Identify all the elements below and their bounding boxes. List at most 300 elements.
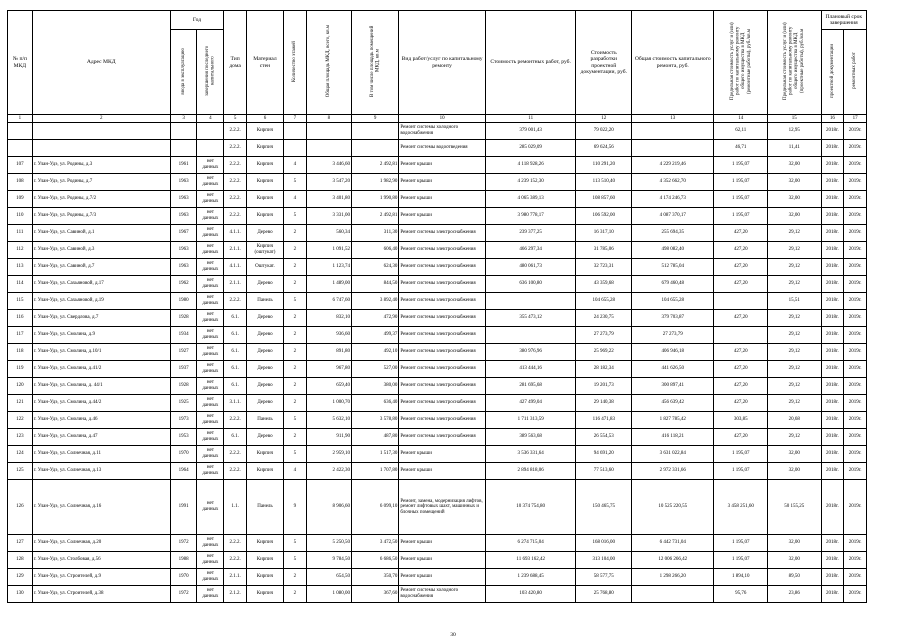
- cell-house-type: 3.1.1.: [224, 395, 247, 412]
- cell-total-area: 659,40: [306, 378, 351, 395]
- cell-limit-repair: 1 195,07: [714, 208, 768, 225]
- cell-address: г. Улан-Удэ, ул. Смолина, д. 44/1: [32, 378, 170, 395]
- cell-plan-design: 2018г.: [821, 225, 844, 242]
- cell-wall-material: Дерево: [246, 327, 283, 344]
- cell-wall-material: Кирпич: [246, 463, 283, 480]
- cell-wall-material: Кирпич (оштукат): [246, 242, 283, 259]
- cell-total-area: 3 401,80: [306, 191, 351, 208]
- cell-repair-cost: 466 297,34: [485, 242, 576, 259]
- cell-floors: 5: [284, 446, 307, 463]
- cell-design-cost: 31 785,06: [576, 242, 632, 259]
- col-header-plan-design-label: проектной документации: [829, 43, 835, 98]
- cell-work-type: Ремонт системы электроснабжения: [399, 225, 486, 242]
- cell-premises-area: 3 892,40: [351, 293, 398, 310]
- cell-work-type: Ремонт крыши: [399, 463, 486, 480]
- cell-year-last-repair: нет данных: [197, 157, 224, 174]
- cell-plan-works: 2019г.: [844, 480, 867, 535]
- cell-total-area: 9 784,50: [306, 552, 351, 569]
- cell-number: [8, 123, 33, 140]
- column-number: 16: [821, 115, 844, 123]
- cell-wall-material: Дерево: [246, 361, 283, 378]
- table-row: [8, 276, 867, 293]
- cell-year-built: 1962: [170, 276, 197, 293]
- cell-total-cost: 4 087 370,17: [632, 208, 714, 225]
- cell-premises-area: 606,40: [351, 242, 398, 259]
- table-row: [8, 569, 867, 586]
- column-number: 6: [246, 115, 283, 123]
- cell-wall-material: Дерево: [246, 429, 283, 446]
- cell-wall-material: Кирпич: [246, 569, 283, 586]
- cell-number: 125: [8, 463, 33, 480]
- cell-house-type: 2.2.2.: [224, 293, 247, 310]
- cell-number: 114: [8, 276, 33, 293]
- cell-repair-cost: 2 894 818,06: [485, 463, 576, 480]
- cell-year-built: 1928: [170, 378, 197, 395]
- cell-address: г. Улан-Удэ, ул. Свердлова, д.7: [32, 310, 170, 327]
- cell-design-cost: 24 230,75: [576, 310, 632, 327]
- cell-address: г. Улан-Удэ, ул. Родины, д.7/3: [32, 208, 170, 225]
- cell-number: 107: [8, 157, 33, 174]
- col-header-plan-group: Плановый срок завершения: [821, 11, 866, 30]
- cell-address: г. Улан-Удэ, ул. Смолина, д.44/2: [32, 395, 170, 412]
- cell-total-area: 2 959,10: [306, 446, 351, 463]
- cell-total-area: 5 632,10: [306, 412, 351, 429]
- cell-number: 108: [8, 174, 33, 191]
- cell-limit-design: 32,00: [768, 446, 822, 463]
- cell-floors: 5: [284, 208, 307, 225]
- cell-total-cost: 679 460,48: [632, 276, 714, 293]
- cell-plan-works: 2019г.: [844, 208, 867, 225]
- cell-wall-material: Панель: [246, 293, 283, 310]
- cell-year-last-repair: нет данных: [197, 327, 224, 344]
- page-number: 30: [450, 632, 456, 638]
- cell-plan-design: 2018г.: [821, 276, 844, 293]
- cell-work-type: Ремонт крыши: [399, 569, 486, 586]
- cell-limit-design: 32,00: [768, 552, 822, 569]
- cell-plan-design: 2018г.: [821, 535, 844, 552]
- cell-plan-works: 2019г.: [844, 242, 867, 259]
- cell-plan-works: 2019г.: [844, 225, 867, 242]
- cell-total-cost: 2 972 331,66: [632, 463, 714, 480]
- cell-year-built: 1963: [170, 208, 197, 225]
- cell-work-type: Ремонт системы электроснабжения: [399, 344, 486, 361]
- cell-floors: 2: [284, 242, 307, 259]
- cell-limit-repair: 1 894,10: [714, 569, 768, 586]
- cell-work-type: Ремонт крыши: [399, 446, 486, 463]
- cell-year-last-repair: нет данных: [197, 225, 224, 242]
- cell-premises-area: 527,00: [351, 361, 398, 378]
- cell-design-cost: 168 016,00: [576, 535, 632, 552]
- cell-total-area: 1 080,00: [306, 586, 351, 603]
- cell-address: г. Улан-Удэ, ул. Столбовая, д.56: [32, 552, 170, 569]
- column-number: 15: [768, 115, 822, 123]
- table-row: [8, 310, 867, 327]
- cell-plan-works: 2019г.: [844, 174, 867, 191]
- cell-wall-material: Кирпич: [246, 140, 283, 157]
- cell-floors: 2: [284, 378, 307, 395]
- cell-floors: 9: [284, 480, 307, 535]
- cell-limit-repair: 427,20: [714, 395, 768, 412]
- cell-year-built: 1963: [170, 174, 197, 191]
- cell-work-type: Ремонт системы электроснабжения: [399, 395, 486, 412]
- cell-year-built: 1970: [170, 569, 197, 586]
- cell-work-type: Ремонт крыши: [399, 174, 486, 191]
- cell-plan-works: 2019г.: [844, 569, 867, 586]
- cell-limit-design: 29,12: [768, 310, 822, 327]
- cell-limit-repair: 1 195,07: [714, 535, 768, 552]
- cell-limit-design: 29,12: [768, 242, 822, 259]
- table-row: [8, 446, 867, 463]
- cell-year-last-repair: нет данных: [197, 463, 224, 480]
- cell-limit-design: 20,68: [768, 412, 822, 429]
- cell-total-area: 1 000,70: [306, 395, 351, 412]
- cell-year-built: 1961: [170, 157, 197, 174]
- col-header-total-area: [306, 11, 351, 115]
- cell-limit-design: 11,41: [768, 140, 822, 157]
- cell-plan-works: 2019г.: [844, 395, 867, 412]
- table-row: [8, 208, 867, 225]
- cell-plan-works: 2019г.: [844, 293, 867, 310]
- cell-repair-cost: 6 274 715,04: [485, 535, 576, 552]
- cell-design-cost: 29 140,38: [576, 395, 632, 412]
- cell-design-cost: 150 465,75: [576, 480, 632, 535]
- cell-total-cost: 406 946,18: [632, 344, 714, 361]
- table-row: [8, 552, 867, 569]
- cell-limit-repair: 1 195,07: [714, 174, 768, 191]
- cell-house-type: 1.1.: [224, 480, 247, 535]
- cell-house-type: 2.2.2.: [224, 174, 247, 191]
- cell-plan-design: 2018г.: [821, 412, 844, 429]
- col-header-total-area-label: Общая площадь МКД, всего, кв.м: [326, 25, 332, 98]
- cell-year-last-repair: нет данных: [197, 361, 224, 378]
- cell-limit-repair: 427,20: [714, 242, 768, 259]
- cell-total-area: 911,90: [306, 429, 351, 446]
- cell-work-type: Ремонт системы электроснабжения: [399, 429, 486, 446]
- cell-number: 130: [8, 586, 33, 603]
- cell-repair-cost: [485, 293, 576, 310]
- cell-house-type: 2.2.2.: [224, 191, 247, 208]
- cell-premises-area: 311,30: [351, 225, 398, 242]
- cell-plan-design: 2018г.: [821, 378, 844, 395]
- table-row: [8, 463, 867, 480]
- cell-year-built: 1970: [170, 446, 197, 463]
- table-row: [8, 361, 867, 378]
- cell-year-last-repair: нет данных: [197, 429, 224, 446]
- col-header-year-last-repair: [197, 30, 224, 115]
- cell-design-cost: 25 768,80: [576, 586, 632, 603]
- cell-total-cost: 12 006 266,42: [632, 552, 714, 569]
- cell-total-area: 3 547,20: [306, 174, 351, 191]
- col-header-design-cost: Стоимость разработки проектной документации, руб.: [576, 11, 632, 115]
- cell-limit-design: 29,12: [768, 361, 822, 378]
- cell-wall-material: Панель: [246, 480, 283, 535]
- cell-work-type: Ремонт системы электроснабжения: [399, 412, 486, 429]
- cell-repair-cost: 1 711 313,59: [485, 412, 576, 429]
- col-header-plan-works-label: ремонтных работ: [852, 52, 858, 90]
- cell-premises-area: 350,70: [351, 569, 398, 586]
- cell-wall-material: Оштукат.: [246, 259, 283, 276]
- cell-plan-design: 2018г.: [821, 586, 844, 603]
- cell-limit-design: 32,00: [768, 208, 822, 225]
- column-number: 8: [306, 115, 351, 123]
- cell-limit-design: 32,00: [768, 535, 822, 552]
- cell-limit-repair: 46,71: [714, 140, 768, 157]
- cell-house-type: 2.1.2.: [224, 586, 247, 603]
- cell-year-built: 1964: [170, 463, 197, 480]
- cell-total-area: 891,80: [306, 344, 351, 361]
- cell-address: г. Улан-Удэ, ул. Строителей, д.9: [32, 569, 170, 586]
- cell-plan-design: 2018г.: [821, 429, 844, 446]
- table-row: [8, 259, 867, 276]
- col-header-floors: [284, 11, 307, 115]
- cell-total-cost: [632, 140, 714, 157]
- cell-number: 127: [8, 535, 33, 552]
- cell-floors: 5: [284, 535, 307, 552]
- cell-floors: 2: [284, 395, 307, 412]
- cell-year-built: [170, 140, 197, 157]
- cell-repair-cost: 380 976,96: [485, 344, 576, 361]
- cell-repair-cost: 427 499,04: [485, 395, 576, 412]
- cell-plan-design: 2018г.: [821, 259, 844, 276]
- cell-floors: 4: [284, 191, 307, 208]
- cell-limit-design: 23,86: [768, 586, 822, 603]
- cell-limit-repair: 1 195,07: [714, 446, 768, 463]
- cell-year-built: 1963: [170, 191, 197, 208]
- cell-year-last-repair: нет данных: [197, 446, 224, 463]
- cell-year-last-repair: нет данных: [197, 344, 224, 361]
- cell-repair-cost: 636 100,80: [485, 276, 576, 293]
- table-row: [8, 429, 867, 446]
- cell-premises-area: 3 578,80: [351, 412, 398, 429]
- cell-address: г. Улан-Удэ, ул. Сахьяновой, д.17: [32, 276, 170, 293]
- cell-limit-design: 29,12: [768, 395, 822, 412]
- cell-plan-design: 2018г.: [821, 463, 844, 480]
- cell-address: г. Улан-Удэ, ул. Солнечная, д.11: [32, 446, 170, 463]
- cell-work-type: Ремонт крыши: [399, 535, 486, 552]
- cell-design-cost: 43 359,68: [576, 276, 632, 293]
- cell-number: 122: [8, 412, 33, 429]
- cell-premises-area: 499,37: [351, 327, 398, 344]
- cell-plan-works: 2019г.: [844, 310, 867, 327]
- cell-work-type: Ремонт крыши: [399, 191, 486, 208]
- cell-limit-design: 32,00: [768, 157, 822, 174]
- cell-premises-area: 487,80: [351, 429, 398, 446]
- cell-limit-design: 29,12: [768, 276, 822, 293]
- table-row: [8, 378, 867, 395]
- cell-work-type: Ремонт системы холодного водоснабжения: [399, 123, 486, 140]
- cell-design-cost: 58 577,75: [576, 569, 632, 586]
- table-row: [8, 157, 867, 174]
- cell-year-built: 1953: [170, 429, 197, 446]
- cell-number: 110: [8, 208, 33, 225]
- cell-premises-area: [351, 123, 398, 140]
- table-row: [8, 535, 867, 552]
- cell-number: 115: [8, 293, 33, 310]
- col-header-year-last-repair-label: завершения последнего капитального: [204, 45, 216, 96]
- table-row: [8, 123, 867, 140]
- cell-design-cost: 25 969,22: [576, 344, 632, 361]
- cell-house-type: 6.1.: [224, 361, 247, 378]
- cell-total-cost: 27 273,79: [632, 327, 714, 344]
- cell-work-type: Ремонт крыши: [399, 552, 486, 569]
- cell-number: 128: [8, 552, 33, 569]
- cell-floors: 5: [284, 174, 307, 191]
- column-number: 10: [399, 115, 486, 123]
- cell-wall-material: Кирпич: [246, 174, 283, 191]
- cell-premises-area: 6 686,50: [351, 552, 398, 569]
- cell-premises-area: 624,30: [351, 259, 398, 276]
- cell-address: г. Улан-Удэ, ул. Солнечная, д.20: [32, 535, 170, 552]
- cell-year-built: 1972: [170, 586, 197, 603]
- cell-premises-area: 844,50: [351, 276, 398, 293]
- cell-total-area: 967,80: [306, 361, 351, 378]
- cell-number: 112: [8, 242, 33, 259]
- column-number: 11: [485, 115, 576, 123]
- cell-address: г. Улан-Удэ, ул. Родины, д.3: [32, 157, 170, 174]
- cell-total-area: 832,10: [306, 310, 351, 327]
- cell-house-type: 2.2.2.: [224, 552, 247, 569]
- cell-year-last-repair: нет данных: [197, 552, 224, 569]
- cell-year-built: 1973: [170, 412, 197, 429]
- cell-limit-repair: 3 458 251,60: [714, 480, 768, 535]
- cell-repair-cost: 379 001,43: [485, 123, 576, 140]
- cell-total-cost: [632, 586, 714, 603]
- cell-total-cost: 512 785,04: [632, 259, 714, 276]
- col-header-year-built: [170, 30, 197, 115]
- cell-plan-works: 2019г.: [844, 276, 867, 293]
- cell-repair-cost: 3 536 331,64: [485, 446, 576, 463]
- cell-limit-repair: 1 195,07: [714, 463, 768, 480]
- cell-plan-design: 2018г.: [821, 293, 844, 310]
- column-number: 5: [224, 115, 247, 123]
- cell-wall-material: Кирпич: [246, 446, 283, 463]
- cell-premises-area: 636,40: [351, 395, 398, 412]
- cell-address: г. Улан-Удэ, ул. Савиной, д.1: [32, 225, 170, 242]
- column-number: 17: [844, 115, 867, 123]
- cell-total-area: 1 123,74: [306, 259, 351, 276]
- cell-repair-cost: 355 473,12: [485, 310, 576, 327]
- cell-work-type: Ремонт системы электроснабжения: [399, 293, 486, 310]
- cell-plan-design: 2018г.: [821, 552, 844, 569]
- cell-total-area: [306, 123, 351, 140]
- cell-year-built: 1991: [170, 480, 197, 535]
- cell-total-area: 8 906,60: [306, 480, 351, 535]
- cell-wall-material: Панель: [246, 412, 283, 429]
- cell-plan-design: 2018г.: [821, 480, 844, 535]
- cell-premises-area: 2 492,81: [351, 157, 398, 174]
- cell-plan-works: 2019г.: [844, 535, 867, 552]
- table-body: [8, 123, 867, 603]
- cell-year-built: 1937: [170, 361, 197, 378]
- cell-plan-design: 2018г.: [821, 569, 844, 586]
- cell-year-last-repair: нет данных: [197, 412, 224, 429]
- cell-work-type: Ремонт системы электроснабжения: [399, 378, 486, 395]
- cell-repair-cost: 1 239 688,45: [485, 569, 576, 586]
- cell-wall-material: Дерево: [246, 344, 283, 361]
- cell-plan-works: 2019г.: [844, 429, 867, 446]
- cell-year-built: 1967: [170, 225, 197, 242]
- cell-plan-works: 2019г.: [844, 586, 867, 603]
- cell-number: 123: [8, 429, 33, 446]
- cell-design-cost: 77 513,60: [576, 463, 632, 480]
- cell-limit-design: 29,12: [768, 327, 822, 344]
- cell-house-type: 2.1.1.: [224, 569, 247, 586]
- cell-premises-area: 367,60: [351, 586, 398, 603]
- cell-plan-works: 2019г.: [844, 552, 867, 569]
- cell-limit-design: 12,95: [768, 123, 822, 140]
- cell-total-cost: 4 229 219,46: [632, 157, 714, 174]
- cell-design-cost: 19 201,73: [576, 378, 632, 395]
- cell-premises-area: 1 707,80: [351, 463, 398, 480]
- column-number: 7: [284, 115, 307, 123]
- col-header-repair-cost: Стоимость ремонтных работ, руб.: [485, 11, 576, 115]
- cell-limit-repair: 427,20: [714, 225, 768, 242]
- cell-year-built: [170, 123, 197, 140]
- col-header-work-type: Вид работ/услуг по капитальному ремонту: [399, 11, 486, 115]
- cell-address: [32, 140, 170, 157]
- cell-plan-design: 2018г.: [821, 395, 844, 412]
- cell-total-area: 936,60: [306, 327, 351, 344]
- table-row: [8, 140, 867, 157]
- table-row: [8, 174, 867, 191]
- cell-house-type: 4.1.1.: [224, 259, 247, 276]
- cell-design-cost: 79 022,20: [576, 123, 632, 140]
- cell-year-last-repair: нет данных: [197, 535, 224, 552]
- cell-total-area: 654,50: [306, 569, 351, 586]
- cell-plan-design: 2018г.: [821, 310, 844, 327]
- cell-design-cost: 113 510,40: [576, 174, 632, 191]
- cell-floors: 2: [284, 344, 307, 361]
- cell-number: 126: [8, 480, 33, 535]
- column-number: 13: [632, 115, 714, 123]
- cell-floors: 2: [284, 259, 307, 276]
- cell-floors: 2: [284, 276, 307, 293]
- col-header-limit-repair-label: Предельная стоимость услуг и (или) работ по капитальному ремонту общего имущества в МКД (ремонтные работы), руб./кв.м: [729, 22, 752, 101]
- cell-limit-design: 32,00: [768, 463, 822, 480]
- cell-year-built: 1934: [170, 327, 197, 344]
- col-header-number: № п/п МКД: [8, 11, 33, 115]
- cell-plan-design: 2018г.: [821, 208, 844, 225]
- cell-floors: 5: [284, 293, 307, 310]
- cell-address: г. Улан-Удэ, ул. Солнечная, д.16: [32, 480, 170, 535]
- cell-floors: 4: [284, 157, 307, 174]
- cell-premises-area: 380,00: [351, 378, 398, 395]
- cell-repair-cost: 389 563,68: [485, 429, 576, 446]
- cell-address: г. Улан-Удэ, ул. Родины, д.7/2: [32, 191, 170, 208]
- column-number: 1: [8, 115, 33, 123]
- col-header-total-cost: Общая стоимость капитального ремонта, руб.: [632, 11, 714, 115]
- cell-year-last-repair: нет данных: [197, 208, 224, 225]
- cell-plan-design: 2018г.: [821, 361, 844, 378]
- cell-year-built: 1927: [170, 344, 197, 361]
- cell-repair-cost: 239 377,25: [485, 225, 576, 242]
- col-header-plan-works: [844, 30, 867, 115]
- cell-floors: [284, 123, 307, 140]
- cell-number: 116: [8, 310, 33, 327]
- cell-repair-cost: 285 029,09: [485, 140, 576, 157]
- cell-limit-repair: 95,76: [714, 586, 768, 603]
- cell-year-built: 1963: [170, 242, 197, 259]
- table-row: [8, 327, 867, 344]
- cell-house-type: 6.1.: [224, 310, 247, 327]
- cell-total-area: 3 446,60: [306, 157, 351, 174]
- cell-total-cost: 379 703,87: [632, 310, 714, 327]
- cell-house-type: 6.1.: [224, 327, 247, 344]
- col-header-year-group: Год: [170, 11, 224, 30]
- cell-total-cost: 1 827 785,42: [632, 412, 714, 429]
- cell-house-type: 2.1.1.: [224, 242, 247, 259]
- cell-premises-area: 1 517,30: [351, 446, 398, 463]
